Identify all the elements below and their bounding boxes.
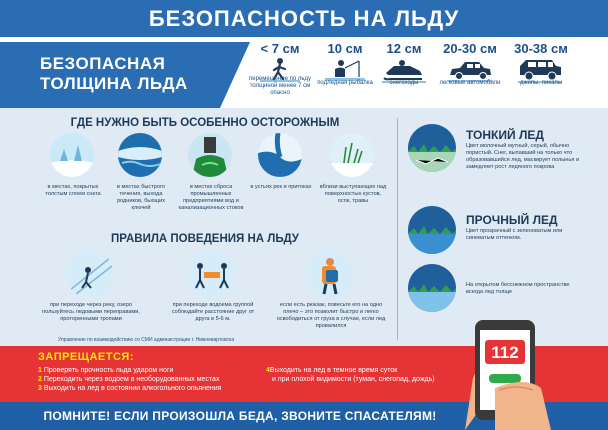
banner-line-2: ТОЛЩИНА ЛЬДА — [40, 74, 188, 93]
phone-number: 112 — [491, 343, 519, 362]
backpack-icon — [306, 250, 354, 298]
group-distance-icon — [188, 250, 236, 298]
forbidden-item-num: 4 — [266, 367, 270, 374]
forbidden-item-text: Переходить через водоем в необорудованных местах — [43, 376, 220, 383]
strong-ice-icon — [408, 206, 456, 254]
bushes-icon — [330, 133, 374, 177]
snow-cover-icon — [50, 133, 94, 177]
rules-caption: если есть рюкзак, повесьте его на одно плечо – это позволит быстро и легко освободиться от груза в случае, если лед провалился — [276, 302, 386, 329]
thickness-value: 20-30 см — [443, 41, 497, 56]
forbidden-item — [38, 375, 219, 384]
forbidden-item-num: 3 — [38, 385, 42, 392]
rules-heading: ПРАВИЛА ПОВЕДЕНИЯ НА ЛЬДУ — [111, 233, 299, 245]
forbidden-item-num: 1 — [38, 367, 42, 374]
forbidden-item — [272, 375, 435, 384]
rules-caption: при переходе водоема группой соблюдайте расстояние друг от друга в 5-6 м. — [171, 302, 255, 322]
careful-heading: ГДЕ НУЖНО БЫТЬ ОСОБЕННО ОСТОРОЖНЫМ — [70, 117, 340, 129]
careful-caption: в устьях рек и притоках — [250, 184, 312, 190]
industrial-discharge-icon — [188, 133, 232, 177]
forbidden-item-num: 2 — [38, 376, 42, 383]
forbidden-item — [38, 366, 173, 375]
ski-trail-icon — [66, 250, 114, 298]
forbidden-item-text: и при плохой видимости (туман, снегопад, дождь) — [272, 376, 435, 383]
thickness-caption: снегоходы — [389, 80, 419, 86]
careful-caption: в местах, покрытых толстым слоем снега — [45, 184, 101, 197]
forbidden-heading: ЗАПРЕЩАЕТСЯ: — [38, 351, 134, 363]
fast-current-icon — [118, 133, 162, 177]
thickness-caption: подледная рыбалка — [317, 80, 373, 86]
footer-text: ПОМНИТЕ! ЕСЛИ ПРОИЗОШЛА БЕДА, ЗВОНИТЕ СПАСАТЕЛЯМ! — [43, 409, 437, 423]
open-space-ice-icon — [408, 264, 456, 312]
forbidden-item-text: Выходить на лед в темное время суток — [269, 367, 398, 374]
forbidden-item-text: Выходить на лед в состоянии алкогольного опьянения — [43, 385, 222, 392]
thin-ice-title: ТОНКИЙ ЛЕД — [466, 128, 544, 142]
strong-ice-text: Цвет прозрачный с зеленоватым или синеватым оттенком. — [466, 228, 563, 241]
careful-caption: в местах быстрого течения, выхода родников, бьющих ключей — [116, 184, 166, 211]
phone-icon — [455, 318, 575, 430]
thickness-value: 12 см — [386, 41, 422, 56]
careful-caption: вблизи выступающих над поверхностью кустов, осок, травы — [319, 184, 387, 204]
rules-caption: при переходе через реку, озеро пользуйтесь ледовыми переправами, проторенными тропами — [42, 302, 140, 322]
forbidden-item-text: Проверять прочность льда ударом ноги — [43, 367, 174, 374]
open-space-ice-text: На открытом бесснежном пространстве всегда лед толще — [466, 282, 570, 295]
river-mouth-icon — [258, 133, 302, 177]
thin-ice-text: Цвет молочный мутный, серый, обычно пористый. Снег, выпавший на только что образовавшийся лед, маскирует полынья и замедляет рост ледяного покрова — [466, 143, 579, 170]
thin-ice-icon — [408, 124, 456, 172]
careful-caption: в местах сброса промышленных предприятиями вод и канализационных стоков — [178, 184, 244, 211]
safe-thickness-heading — [40, 54, 188, 94]
credit-text: Управление по взаимодействию со СМИ администрации г. Нижневартовска — [58, 337, 235, 343]
column-divider — [397, 118, 398, 340]
banner-line-1: БЕЗОПАСНАЯ — [40, 54, 166, 73]
thickness-value: < 7 см — [260, 41, 300, 56]
page-title: БЕЗОПАСНОСТЬ НА ЛЬДУ — [0, 0, 608, 37]
thickness-value: 30-38 см — [514, 41, 568, 56]
forbidden-item — [38, 384, 221, 393]
thickness-value: 10 см — [327, 41, 363, 56]
thickness-caption: легковые автомобили — [439, 80, 501, 86]
thickness-caption: джипы, пикапы — [519, 80, 563, 86]
strong-ice-title: ПРОЧНЫЙ ЛЕД — [466, 213, 558, 227]
thickness-caption: перемещение по льду толщиной менее 7 см опасно — [249, 76, 311, 96]
forbidden-item — [266, 366, 397, 375]
